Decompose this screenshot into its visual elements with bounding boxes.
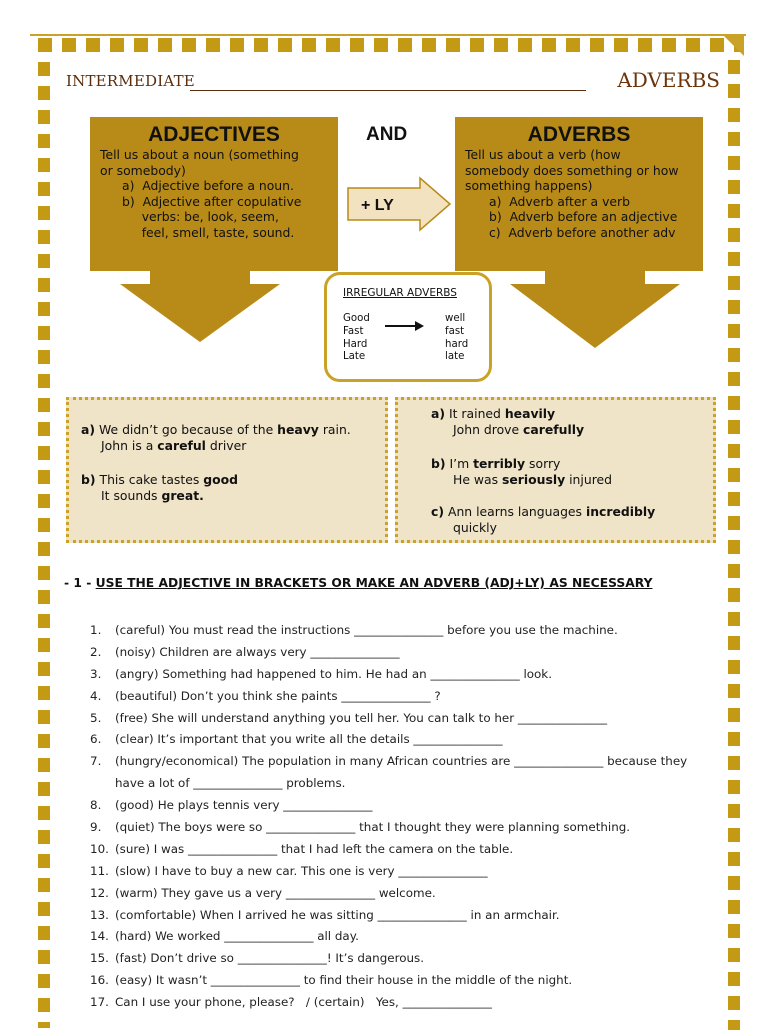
adverbs-down-arrow [495, 270, 715, 350]
question-number: 5. [90, 710, 102, 725]
example-letter: b) [81, 472, 96, 487]
question-text[interactable]: (beautiful) Don’t you think she paints _______________ ? [115, 688, 441, 703]
question-number: 13. [90, 907, 109, 922]
exercise-instruction [64, 576, 652, 590]
example-text: driver [205, 438, 247, 453]
corner-fold [722, 34, 744, 56]
question-number: 1. [90, 623, 102, 637]
question-number: 4. [90, 688, 102, 703]
question-number: 9. [90, 820, 102, 835]
adjectives-rule: b) Adjective after copulative [122, 193, 302, 209]
question-item [90, 795, 720, 817]
question-text[interactable]: (warm) They gave us a very _______________ welcome. [115, 885, 436, 900]
example-text: John drove [453, 422, 524, 437]
irregular-adverb: fast [445, 325, 465, 337]
example-text: quickly [453, 520, 497, 535]
header-rule [190, 90, 586, 91]
question-number: 8. [90, 798, 102, 813]
worksheet-header [66, 70, 722, 96]
irregular-adverbs-title: IRREGULAR ADVERBS [343, 287, 457, 299]
adverbs-rule: a) Adverb after a verb [489, 193, 630, 209]
irregular-adverb: hard [445, 338, 469, 350]
question-number: 6. [90, 732, 102, 747]
question-number: 3. [90, 666, 102, 681]
question-item [90, 861, 720, 883]
adjectives-rule: feel, smell, taste, sound. [122, 224, 295, 240]
decorative-border-right [728, 60, 740, 1030]
page-title: ADVERBS [617, 68, 720, 92]
example-letter: c) [431, 504, 445, 519]
question-text[interactable]: (comfortable) When I arrived he was sitting _______________ in an armchair. [115, 907, 560, 922]
adjective-example-a [81, 422, 351, 454]
example-text: injured [565, 472, 613, 487]
adjectives-desc-line: Tell us about a noun (something [100, 147, 299, 162]
question-item [90, 686, 720, 708]
example-text: We didn’t go because of the [98, 422, 278, 437]
question-item [90, 905, 720, 927]
adjectives-rules [90, 178, 338, 240]
example-letter: b) [431, 456, 446, 471]
example-text: rain. [318, 422, 351, 437]
question-text[interactable]: (noisy) Children are always very _______________ [115, 644, 400, 659]
example-keyword: seriously [502, 472, 566, 487]
irregular-adjectives-column [343, 313, 370, 364]
question-item [90, 992, 720, 1014]
question-number: 16. [90, 973, 109, 988]
exercise-title: USE THE ADJECTIVE IN BRACKETS OR MAKE AN ADVERB (ADJ+LY) AS NECESSARY [95, 576, 653, 590]
irregular-adverbs-column [445, 313, 468, 364]
adverbs-rule: c) Adverb before another adv [489, 224, 676, 240]
question-text[interactable]: (hungry/economical) The population in many African countries are _______________ because they [115, 754, 688, 769]
question-text[interactable]: have a lot of _______________ problems. [115, 776, 346, 791]
question-text[interactable]: (fast) Don’t drive so _______________! It’s dangerous. [115, 951, 424, 966]
adverbs-title: ADVERBS [527, 123, 631, 146]
example-text: This cake tastes [99, 472, 204, 487]
question-text[interactable]: (hard) We worked _______________ all day. [115, 929, 359, 944]
question-number: 15. [90, 951, 109, 966]
question-item [90, 664, 720, 686]
question-item [90, 773, 720, 795]
adverbs-desc-line: somebody does something or how [465, 162, 679, 178]
exercise-questions [90, 620, 720, 1014]
question-text[interactable]: (free) She will understand anything you tell her. You can talk to her _______________ [115, 710, 608, 725]
ly-label: + LY [361, 197, 394, 214]
question-item [90, 642, 720, 664]
exercise-number: - 1 - [64, 576, 96, 590]
adjectives-rule: verbs: be, look, seem, [122, 209, 279, 224]
irregular-adverb: late [445, 351, 465, 363]
question-text[interactable]: (quiet) The boys were so _______________ that I thought they were planning something. [115, 820, 631, 835]
level-label: INTERMEDIATE [66, 72, 195, 90]
adverbs-desc-line: something happens) [465, 178, 593, 193]
adjectives-description [90, 147, 338, 178]
example-keyword: incredibly [585, 504, 656, 519]
question-text[interactable]: (careful) You must read the instructions _______________ before you use the machine. [115, 623, 618, 637]
question-item [90, 926, 720, 948]
example-keyword: great. [161, 488, 204, 503]
adjectives-box [90, 117, 338, 271]
question-item [90, 883, 720, 905]
example-text: He was [453, 472, 502, 487]
adverb-example-b [431, 456, 612, 488]
question-item [90, 751, 720, 773]
question-number: 17. [90, 995, 109, 1010]
example-keyword: carefully [523, 422, 585, 437]
example-keyword: terribly [473, 456, 526, 471]
question-text[interactable]: (angry) Something had happened to him. He had an _______________ look. [115, 666, 552, 681]
example-text: I’m [449, 456, 474, 471]
question-text[interactable]: (clear) It’s important that you write all the details _______________ [115, 732, 503, 747]
adverbs-box [455, 117, 703, 271]
question-item [90, 970, 720, 992]
question-number: 14. [90, 929, 109, 944]
question-text[interactable]: (slow) I have to buy a new car. This one is very _______________ [115, 863, 488, 878]
irregular-adjective: Good [343, 313, 370, 324]
and-label: AND [366, 124, 408, 145]
question-item [90, 620, 720, 642]
adverb-example-a [431, 406, 584, 438]
question-item [90, 708, 720, 730]
adverbs-rules [455, 194, 703, 241]
example-text: sorry [525, 456, 561, 471]
irregular-adverb: well [445, 313, 466, 324]
example-keyword: good [203, 472, 239, 487]
adverbs-desc-line: Tell us about a verb (how [465, 147, 621, 162]
decorative-border-left [38, 38, 50, 1028]
ly-right-arrow [346, 176, 454, 234]
adverbs-description [455, 147, 703, 194]
example-letter: a) [81, 422, 96, 437]
irregular-adjective: Late [343, 351, 366, 363]
question-item [90, 729, 720, 751]
adjectives-title: ADJECTIVES [148, 123, 280, 146]
question-number: 2. [90, 644, 102, 659]
adverb-example-c [431, 504, 655, 536]
adjective-examples-box [66, 397, 388, 543]
question-number: 7. [90, 754, 102, 769]
adverb-examples-box [395, 397, 716, 543]
example-text: It rained [448, 406, 505, 421]
example-text: John is a [101, 438, 158, 453]
question-text[interactable]: (sure) I was _______________ that I had left the camera on the table. [115, 841, 514, 856]
question-item [90, 817, 720, 839]
question-text[interactable]: Can I use your phone, please? / (certain) Yes, _______________ [115, 995, 492, 1010]
example-text: Ann learns languages [447, 504, 586, 519]
adjective-example-b [81, 472, 238, 504]
question-item [90, 948, 720, 970]
adjectives-desc-line: or somebody) [100, 162, 186, 178]
right-arrow-icon [385, 321, 425, 331]
example-letter: a) [431, 406, 446, 421]
question-number: 10. [90, 841, 109, 856]
question-item [90, 839, 720, 861]
example-keyword: careful [157, 438, 206, 453]
question-text[interactable]: (easy) It wasn’t _______________ to find their house in the middle of the night. [115, 973, 573, 988]
adverbs-rule: b) Adverb before an adjective [489, 209, 678, 224]
example-keyword: heavy [277, 422, 319, 437]
irregular-adjective: Fast [343, 325, 364, 337]
irregular-adverbs-box [324, 272, 492, 382]
irregular-adjective: Hard [343, 338, 368, 350]
adjectives-rule: a) Adjective before a noun. [122, 178, 294, 193]
question-text[interactable]: (good) He plays tennis very _______________ [115, 798, 373, 813]
question-number: 12. [90, 885, 109, 900]
decorative-border-top [38, 38, 742, 52]
adjectives-down-arrow [90, 270, 340, 350]
question-number: 11. [90, 863, 109, 878]
example-text: It sounds [101, 488, 162, 503]
example-keyword: heavily [504, 406, 556, 421]
